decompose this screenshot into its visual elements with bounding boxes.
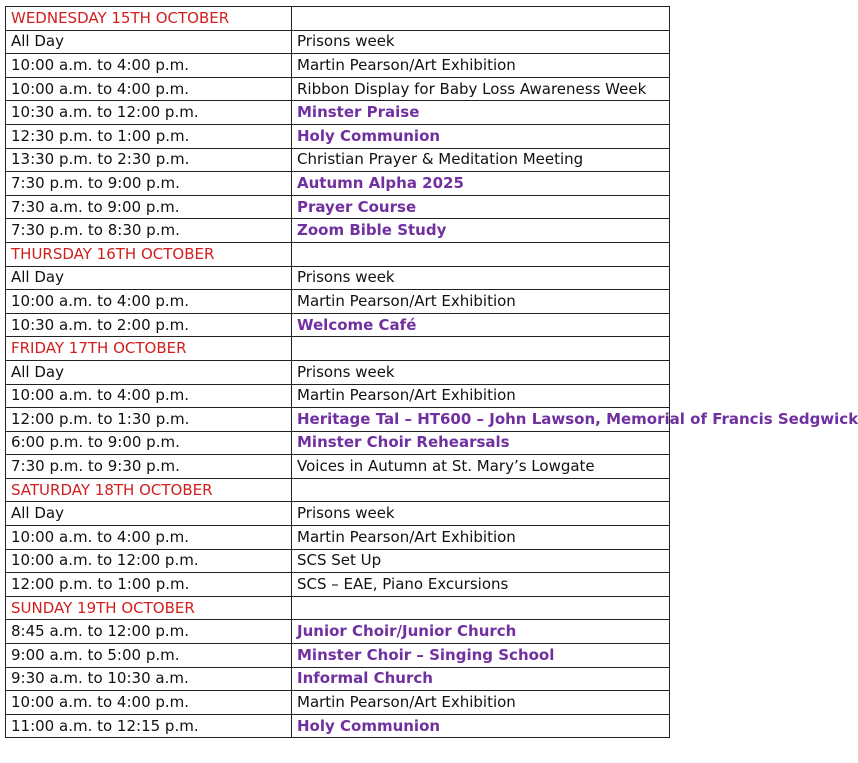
event-time: 10:00 a.m. to 4:00 p.m. [6, 384, 292, 408]
schedule-row [6, 573, 670, 597]
schedule-row [6, 290, 670, 314]
event-time: 7:30 p.m. to 8:30 p.m. [6, 219, 292, 243]
schedule-row [6, 172, 670, 196]
event-title: Martin Pearson/Art Exhibition [292, 691, 670, 715]
event-time: 10:00 a.m. to 12:00 p.m. [6, 549, 292, 573]
event-time: 7:30 a.m. to 9:00 p.m. [6, 195, 292, 219]
schedule-row [6, 667, 670, 691]
day-header: THURSDAY 16TH OCTOBER [6, 242, 292, 266]
schedule-row [6, 455, 670, 479]
event-time: All Day [6, 30, 292, 54]
event-title: SCS Set Up [292, 549, 670, 573]
event-time: 12:30 p.m. to 1:00 p.m. [6, 124, 292, 148]
day-header-row [6, 7, 670, 31]
event-time: 9:30 a.m. to 10:30 a.m. [6, 667, 292, 691]
schedule-body [6, 7, 858, 738]
schedule-row [6, 408, 670, 432]
event-time: 12:00 p.m. to 1:00 p.m. [6, 573, 292, 597]
day-header-row [6, 337, 670, 361]
event-time: 11:00 a.m. to 12:15 p.m. [6, 714, 292, 738]
event-link[interactable]: Informal Church [292, 667, 670, 691]
event-time: 10:30 a.m. to 2:00 p.m. [6, 313, 292, 337]
schedule-row [6, 124, 670, 148]
event-title: Prisons week [292, 502, 670, 526]
event-link[interactable]: Minster Choir – Singing School [292, 644, 670, 668]
day-header: SUNDAY 19TH OCTOBER [6, 596, 292, 620]
event-title: Voices in Autumn at St. Mary’s Lowgate [292, 455, 670, 479]
day-header-blank-cell [292, 478, 670, 502]
schedule-row [6, 30, 670, 54]
event-time: 7:30 p.m. to 9:30 p.m. [6, 455, 292, 479]
event-time: 10:00 a.m. to 4:00 p.m. [6, 290, 292, 314]
event-title: Martin Pearson/Art Exhibition [292, 54, 670, 78]
event-time: 12:00 p.m. to 1:30 p.m. [6, 408, 292, 432]
event-link[interactable]: Holy Communion [292, 714, 670, 738]
schedule-row [6, 266, 670, 290]
event-title: Prisons week [292, 30, 670, 54]
schedule-table [5, 6, 858, 738]
event-link[interactable]: Minster Choir Rehearsals [292, 431, 670, 455]
event-time: 8:45 a.m. to 12:00 p.m. [6, 620, 292, 644]
schedule-row [6, 77, 670, 101]
event-time: All Day [6, 360, 292, 384]
event-title: Martin Pearson/Art Exhibition [292, 526, 670, 550]
event-time: 10:00 a.m. to 4:00 p.m. [6, 691, 292, 715]
event-title: Prisons week [292, 360, 670, 384]
event-time: All Day [6, 502, 292, 526]
day-header: SATURDAY 18TH OCTOBER [6, 478, 292, 502]
event-title: Ribbon Display for Baby Loss Awareness Week [292, 77, 670, 101]
event-link[interactable]: Minster Praise [292, 101, 670, 125]
event-time: 9:00 a.m. to 5:00 p.m. [6, 644, 292, 668]
event-link[interactable]: Holy Communion [292, 124, 670, 148]
schedule-row [6, 549, 670, 573]
day-header-blank-cell [292, 596, 670, 620]
schedule-row [6, 360, 670, 384]
event-title: Martin Pearson/Art Exhibition [292, 384, 670, 408]
schedule-row [6, 54, 670, 78]
schedule-row [6, 148, 670, 172]
event-time: 13:30 p.m. to 2:30 p.m. [6, 148, 292, 172]
day-header-blank-cell [292, 242, 670, 266]
schedule-row [6, 691, 670, 715]
schedule-row [6, 431, 670, 455]
day-header-row [6, 478, 670, 502]
event-link[interactable]: Prayer Course [292, 195, 670, 219]
schedule-row [6, 526, 670, 550]
event-title: Prisons week [292, 266, 670, 290]
schedule-row [6, 714, 670, 738]
event-time: 7:30 p.m. to 9:00 p.m. [6, 172, 292, 196]
event-time: 6:00 p.m. to 9:00 p.m. [6, 431, 292, 455]
schedule-row [6, 384, 670, 408]
schedule-row [6, 101, 670, 125]
event-time: 10:00 a.m. to 4:00 p.m. [6, 54, 292, 78]
event-title: Christian Prayer & Meditation Meeting [292, 148, 670, 172]
day-header: FRIDAY 17TH OCTOBER [6, 337, 292, 361]
event-time: 10:00 a.m. to 4:00 p.m. [6, 77, 292, 101]
day-header-blank-cell [292, 337, 670, 361]
day-header-row [6, 242, 670, 266]
event-time: All Day [6, 266, 292, 290]
event-link[interactable]: Zoom Bible Study [292, 219, 670, 243]
event-time: 10:00 a.m. to 4:00 p.m. [6, 526, 292, 550]
day-header: WEDNESDAY 15TH OCTOBER [6, 7, 292, 31]
event-link[interactable]: Junior Choir/Junior Church [292, 620, 670, 644]
day-header-blank-cell [292, 7, 670, 31]
event-title: SCS – EAE, Piano Excursions [292, 573, 670, 597]
schedule-row [6, 313, 670, 337]
schedule-row [6, 195, 670, 219]
schedule-row [6, 219, 670, 243]
schedule-row [6, 620, 670, 644]
schedule-row [6, 644, 670, 668]
schedule-row [6, 502, 670, 526]
day-header-row [6, 596, 670, 620]
event-link[interactable]: Welcome Café [292, 313, 670, 337]
event-link[interactable]: Heritage Tal – HT600 – John Lawson, Memorial of Francis Sedgwick [292, 408, 670, 432]
event-time: 10:30 a.m. to 12:00 p.m. [6, 101, 292, 125]
event-title: Martin Pearson/Art Exhibition [292, 290, 670, 314]
event-link[interactable]: Autumn Alpha 2025 [292, 172, 670, 196]
